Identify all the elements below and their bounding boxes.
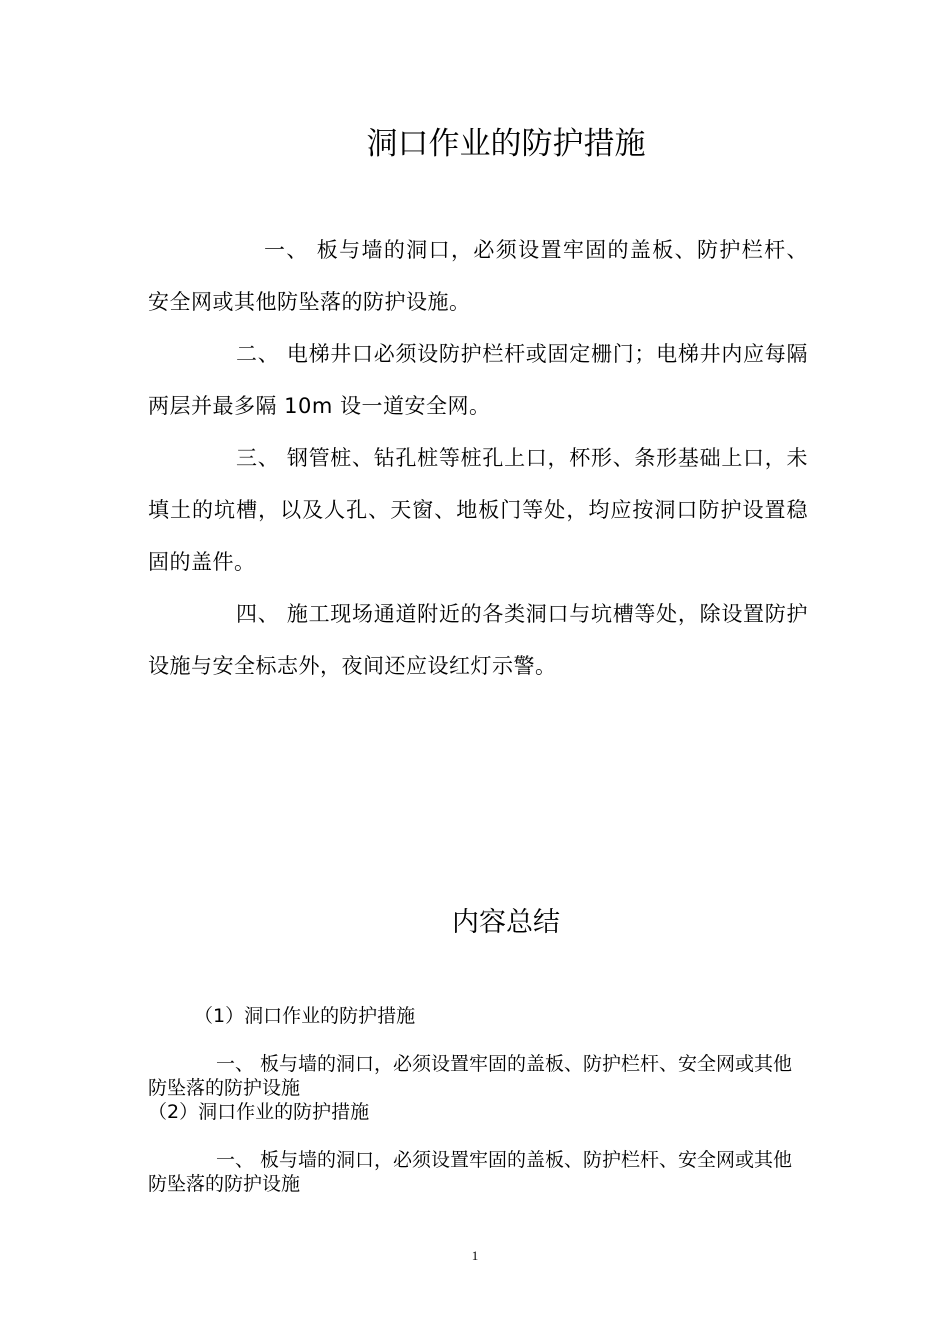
summary-item-2: 一、 板与墙的洞口，必须设置牢固的盖板、防护栏杆、安全网或其他防坠落的防护设施 <box>148 1149 793 1195</box>
paragraph-4: 四、 施工现场通道附近的各类洞口与坑槽等处，除设置防护设施与安全标志外，夜间还应设红灯示警。 <box>148 602 808 678</box>
summary-block <box>148 1004 808 1196</box>
document-title: 洞口作业的防护措施 <box>366 126 646 162</box>
paragraph-2: 二、 电梯井口必须设防护栏杆或固定栅门；电梯井内应每隔两层并最多隔 10m 设一道安全网。 <box>148 342 808 418</box>
page-number: 1 <box>471 1248 479 1263</box>
paragraph-3: 三、 钢管桩、钻孔桩等桩孔上口，杯形、条形基础上口，未填土的坑槽，以及人孔、天窗、地板门等处，均应按洞口防护设置稳固的盖件。 <box>148 446 808 574</box>
document-body <box>148 224 808 692</box>
summary-item-1: 一、 板与墙的洞口，必须设置牢固的盖板、防护栏杆、安全网或其他防坠落的防护设施 <box>148 1053 793 1099</box>
paragraph-1: 一、 板与墙的洞口，必须设置牢固的盖板、防护栏杆、安全网或其他防坠落的防护设施。 <box>148 238 808 314</box>
summary-heading-2: （2）洞口作业的防护措施 <box>148 1101 370 1123</box>
summary-heading-1: （1）洞口作业的防护措施 <box>194 1005 416 1027</box>
summary-title: 内容总结 <box>452 907 560 938</box>
